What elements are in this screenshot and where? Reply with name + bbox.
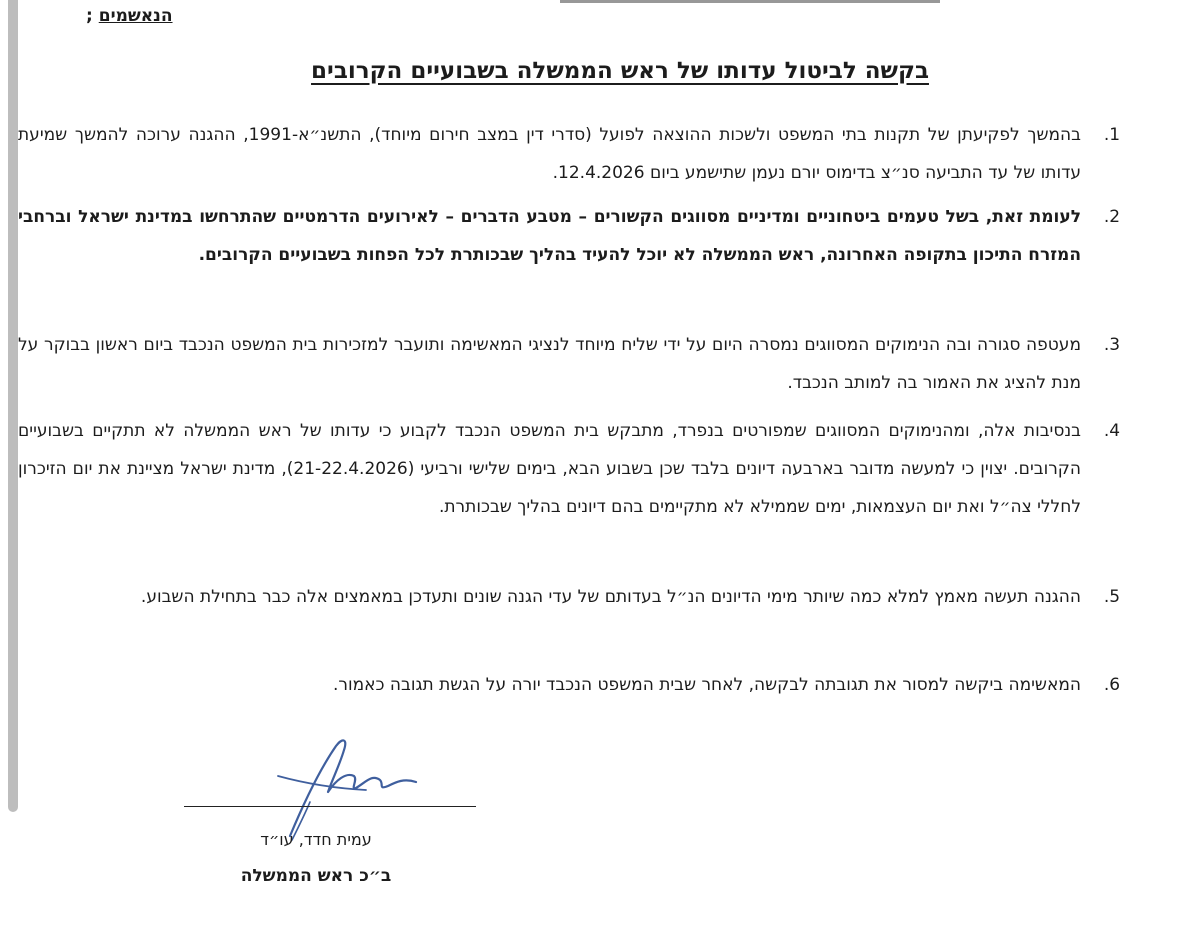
party-label bbox=[86, 6, 173, 26]
paragraph-number: 4. bbox=[1103, 421, 1121, 441]
paragraph-number: 2. bbox=[1103, 207, 1121, 227]
paragraph-number: 5. bbox=[1103, 587, 1121, 607]
handwritten-signature bbox=[270, 732, 430, 842]
party-label-text: הנאשמים bbox=[98, 6, 173, 26]
cropped-top-text bbox=[560, 0, 940, 3]
signer-name: עמית חדד, עו״ד bbox=[260, 830, 372, 849]
paragraph-text: המאשימה ביקשה למסור את תגובתה לבקשה, לאחר שבית המשפט הנכבד יורה על הגשת תגובה כאמור. bbox=[332, 675, 1081, 695]
signature-line bbox=[184, 806, 476, 807]
paragraph-text: ההגנה תעשה מאמץ למלא כמה שיותר מימי הדיונים הנ״ל בעדותם של עדי הגנה שונים ותעדכן במאמצים אלה כבר בתחילת השבוע. bbox=[140, 587, 1081, 607]
signer-role: ב״כ ראש הממשלה bbox=[240, 866, 392, 886]
paragraph-text: מעטפה סגורה ובה הנימוקים המסווגים נמסרה היום על ידי שליח מיוחד לנציגי המאשימה ותועבר למזכירות בית המשפט הנכבד ביום ראשון בבוקר על מנת להציג את האמור בה למותב הנכבד. bbox=[18, 335, 1081, 393]
document-title: בקשה לביטול עדותו של ראש הממשלה בשבועיים הקרובים bbox=[311, 58, 929, 84]
paragraph-number: 1. bbox=[1103, 125, 1121, 145]
paragraph-6 bbox=[18, 666, 1143, 704]
paragraph-text: בנסיבות אלה, ומהנימוקים המסווגים שמפורטים בנפרד, מתבקש בית המשפט הנכבד לקבוע כי עדותו של ראש הממשלה לא תתקיים בשבועיים הקרובים. יצוין כי למעשה מדובר בארבעה דיונים בלבד שכן בשבוע הבא, בימים שלישי ורביעי (21-22.4.2026), מדינת ישראל מציינת את יום הזיכרון לחללי צה״ל ואת יום העצמאות, ימים שממילא לא מתקיימים בהם דיונים בהליך שבכותרת. bbox=[18, 421, 1081, 517]
paragraph-5 bbox=[18, 578, 1143, 616]
paragraph-4 bbox=[18, 412, 1143, 526]
party-label-punct: ; bbox=[86, 6, 93, 26]
paragraph-number: 3. bbox=[1103, 335, 1121, 355]
paragraph-3 bbox=[18, 326, 1143, 402]
paragraph-number: 6. bbox=[1103, 675, 1121, 695]
paragraph-2 bbox=[18, 198, 1143, 274]
paragraph-1 bbox=[18, 116, 1143, 192]
paragraph-text: לעומת זאת, בשל טעמים ביטחוניים ומדיניים מסווגים הקשורים – מטבע הדברים – לאירועים הדרמטיים שהתרחשו במדינת ישראל וברחבי המזרח התיכון בתקופה האחרונה, ראש הממשלה לא יוכל להעיד בהליך שבכותרת לכל הפחות בשבועיים הקרובים. bbox=[18, 207, 1081, 265]
page-scrollbar[interactable] bbox=[8, 0, 18, 812]
paragraph-text: בהמשך לפקיעתן של תקנות בתי המשפט ולשכות ההוצאה לפועל (סדרי דין במצב חירום מיוחד), התשנ״א-1991, ההגנה ערוכה להמשך שמיעת עדותו של עד התביעה סנ״צ בדימוס יורם נעמן שתישמע ביום 12.4.2026. bbox=[18, 125, 1081, 183]
